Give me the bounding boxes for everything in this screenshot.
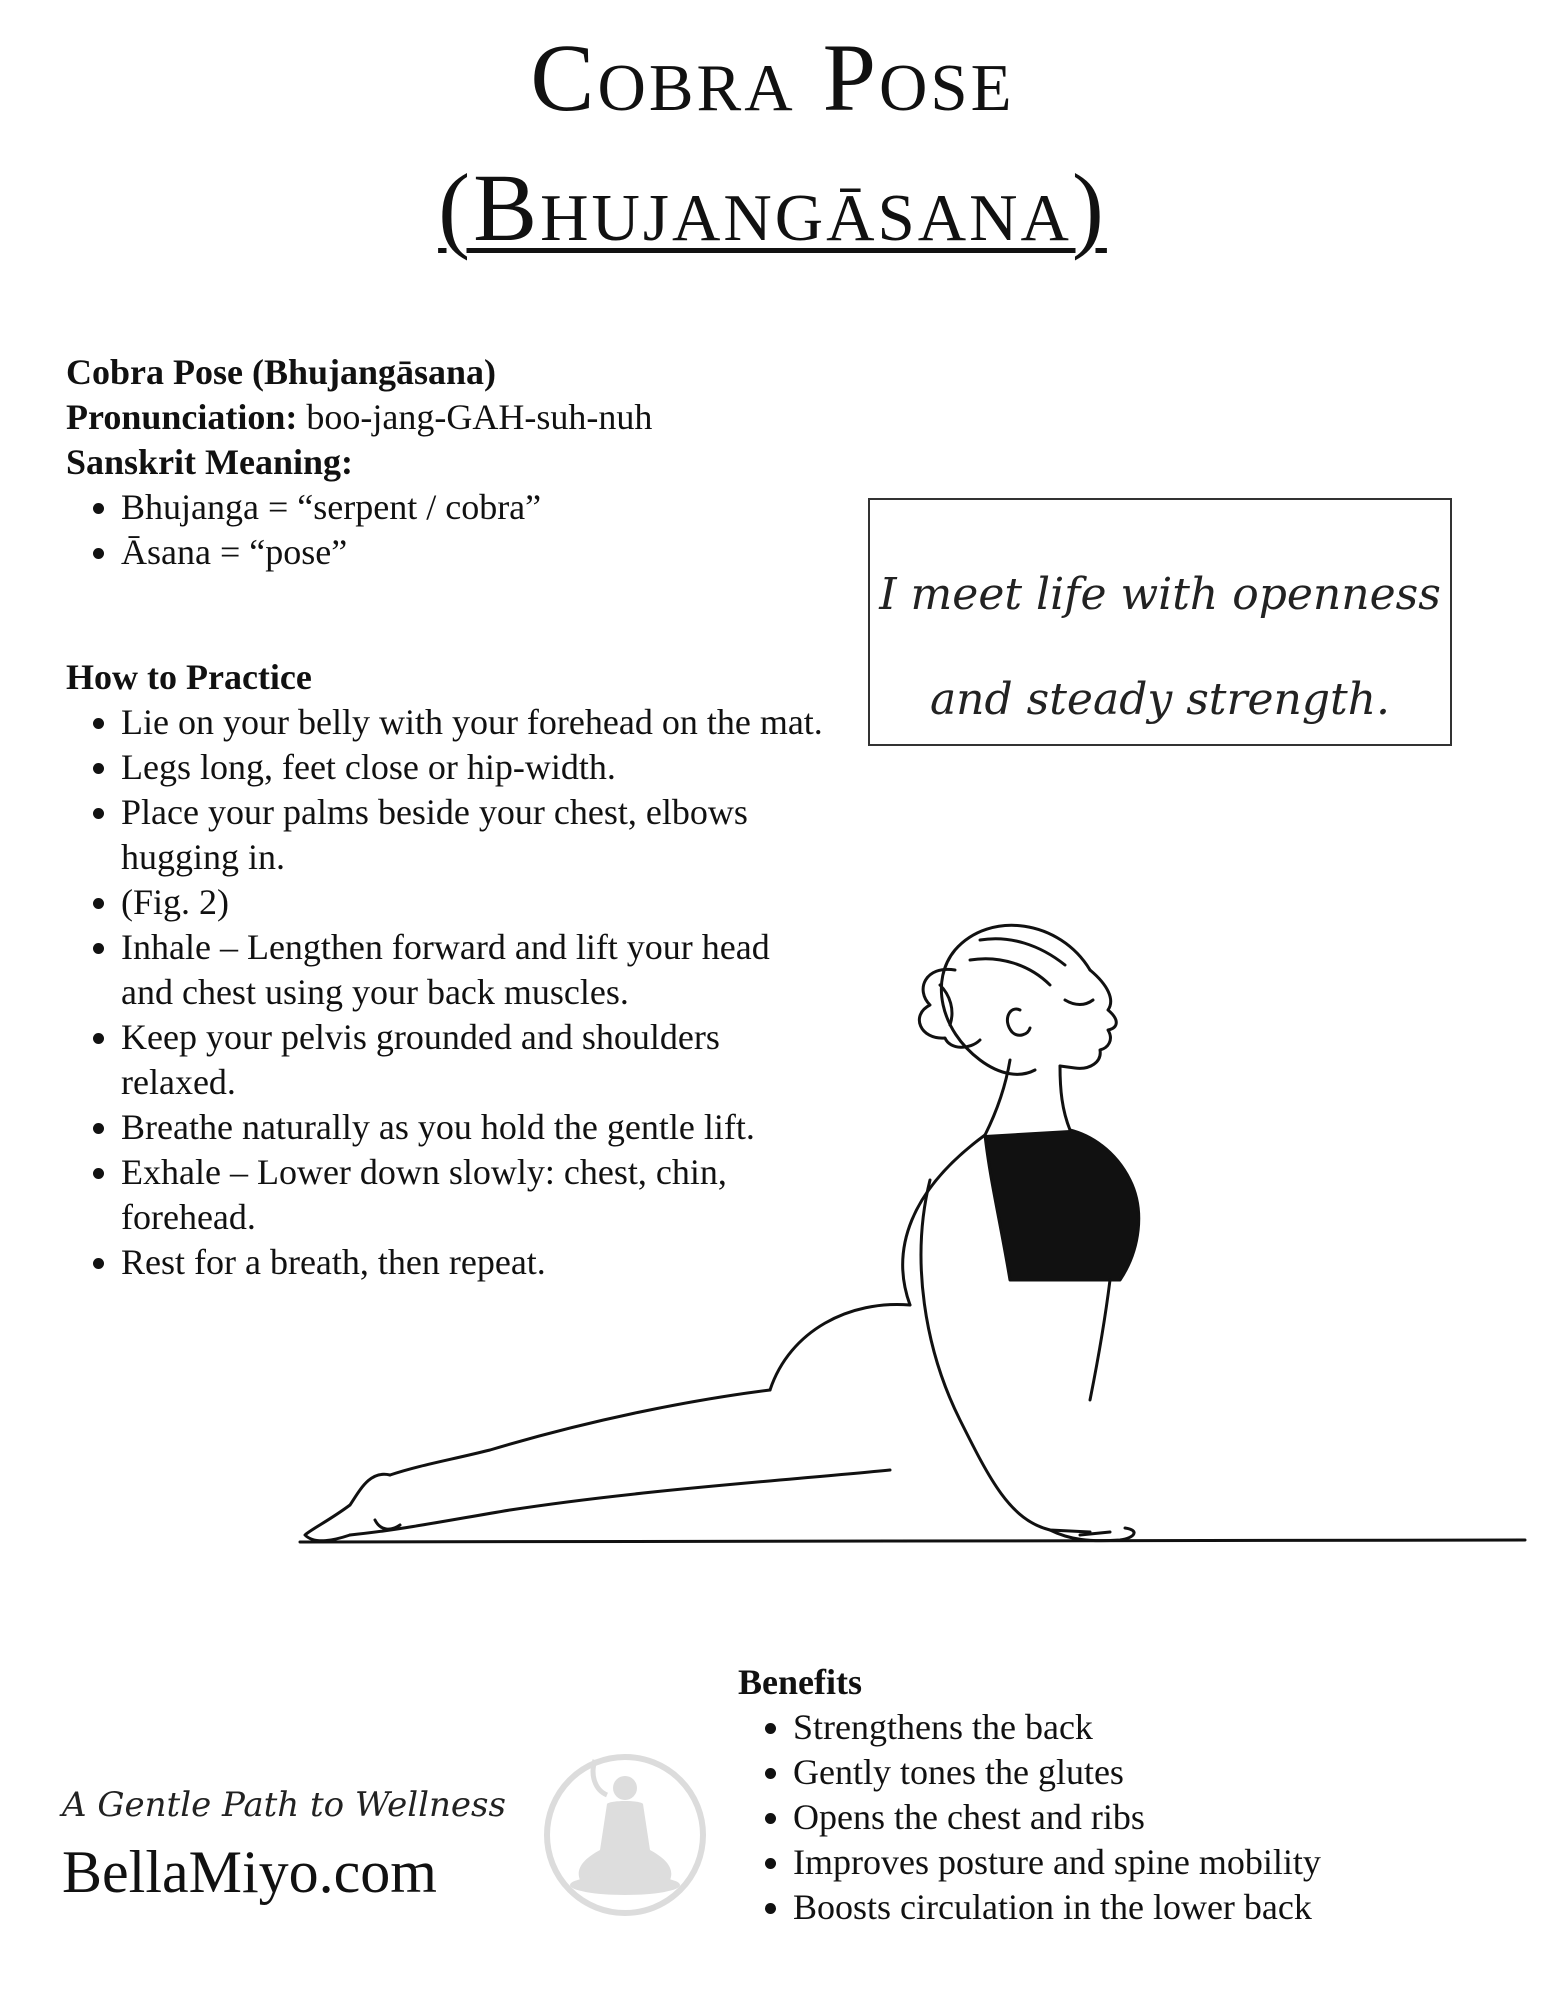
list-item: • Strengthens the back [793, 1705, 1528, 1750]
sanskrit-title: (Bhujangāsana) [438, 154, 1107, 261]
list-item: • Lie on your belly with your forehead on the mat. [121, 700, 826, 745]
pronunciation-label: Pronunciation: [66, 397, 298, 437]
footer-site[interactable]: BellaMiyo.com [62, 1839, 437, 1905]
list-item: • Āsana = “pose” [121, 530, 826, 575]
meditation-logo-icon [535, 1740, 715, 1920]
list-item: • Improves posture and spine mobility [793, 1840, 1528, 1885]
list-item: • Legs long, feet close or hip-width. [121, 745, 826, 790]
list-item: • Inhale – Lengthen forward and lift your head and chest using your back muscles. [121, 925, 826, 1015]
pronunciation-line [66, 395, 826, 440]
list-item: • Gently tones the glutes [793, 1750, 1528, 1795]
list-item: • Boosts circulation in the lower back [793, 1885, 1528, 1930]
page-subtitle [0, 154, 1545, 261]
list-item: • Rest for a breath, then repeat. [121, 1240, 826, 1285]
practice-heading: How to Practice [66, 657, 312, 697]
list-item: • Exhale – Lower down slowly: chest, chin, forehead. [121, 1150, 826, 1240]
list-item: • Place your palms beside your chest, elbows hugging in. [121, 790, 826, 880]
cobra-pose-illustration [290, 880, 1530, 1560]
pronunciation-value: boo-jang-GAH-suh-nuh [297, 397, 653, 437]
benefits-heading: Benefits [738, 1662, 862, 1702]
pose-name: Cobra Pose (Bhujangāsana) [66, 352, 497, 392]
list-item: • Opens the chest and ribs [793, 1795, 1528, 1840]
page-title: Cobra Pose [530, 24, 1015, 131]
list-item: • Keep your pelvis grounded and shoulders relaxed. [121, 1015, 826, 1105]
affirmation-box [868, 498, 1452, 746]
meaning-label: Sanskrit Meaning: [66, 442, 354, 482]
affirmation-line: and steady strength. [929, 674, 1391, 725]
benefits-list [738, 1705, 1528, 1930]
meaning-list [66, 485, 826, 575]
intro-section [66, 350, 826, 575]
footer-tagline: A Gentle Path to Wellness [62, 1785, 506, 1825]
list-item: • Bhujanga = “serpent / cobra” [121, 485, 826, 530]
affirmation-line: I meet life with openness [879, 569, 1441, 620]
benefits-section [738, 1660, 1528, 1930]
list-item: • Breathe naturally as you hold the gentle lift. [121, 1105, 826, 1150]
list-item: • (Fig. 2) [121, 880, 826, 925]
